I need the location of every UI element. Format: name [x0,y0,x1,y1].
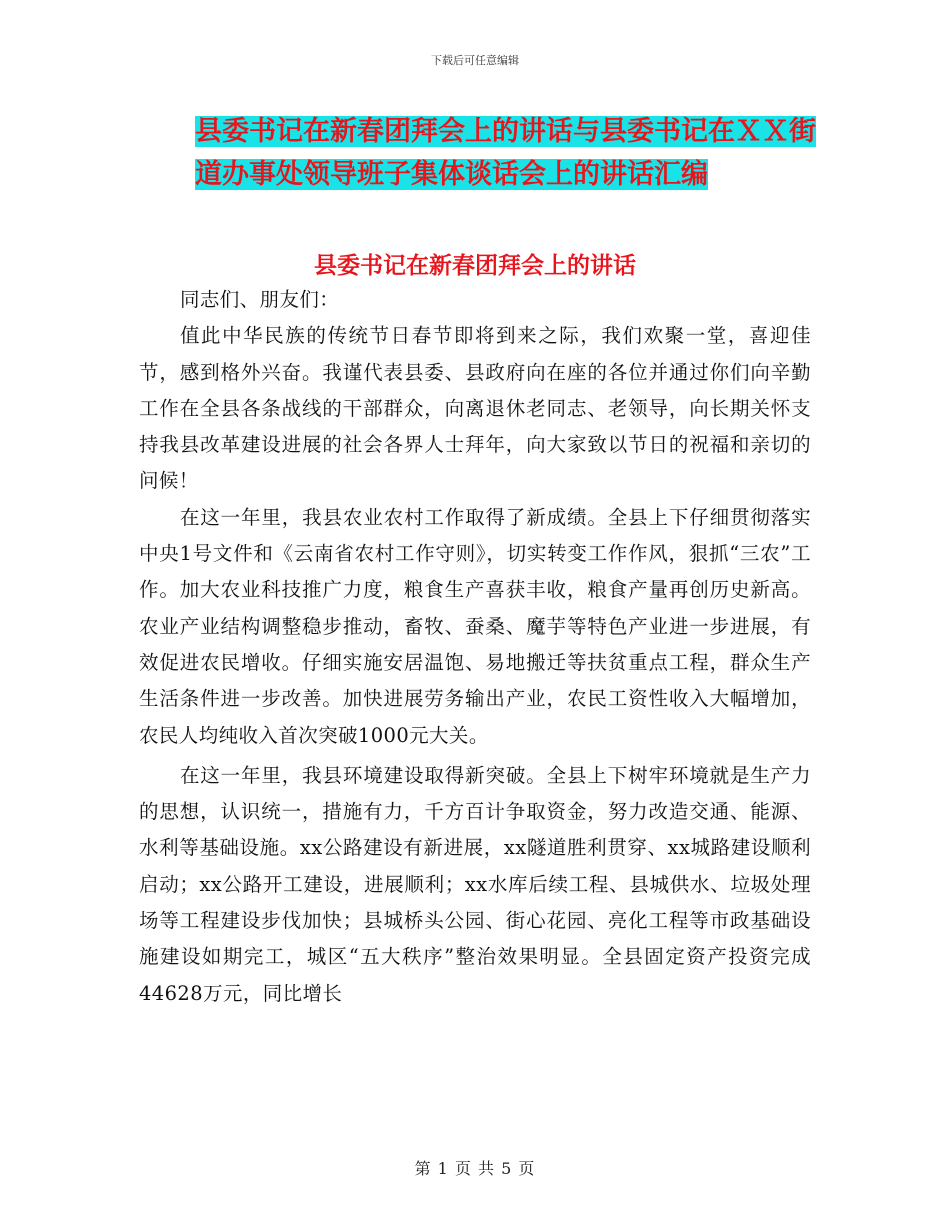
main-title-line1: 县委书记在新春团拜会上的讲话与县委书记在ＸＸ街 [195,116,816,147]
paragraph-greeting: 同志们、朋友们： [179,288,340,311]
paragraph: 在这一年里，我县环境建设取得新突破。全县上下树牢环境就是生产力的思想，认识统一，措施有力，千方百计争取资金，努力改造交通、能源、水利等基础设施。xx公路建设有新进展，xx隧道胜利贯穿、xx城路建设顺利启动；xx公路开工建设，进展顺利；xx水库后续工程、县城供水、垃圾处理场等工程建设步伐加快；县城桥头公园、街心花园、亮化工程等市政基础设施建设如期完工，城区“五大秩序”整治效果明显。全县固定资产投资完成44628万元，同比增长 [139,763,811,1005]
paragraph: 在这一年里，我县农业农村工作取得了新成绩。全县上下仔细贯彻落实中央1号文件和《云南省农村工作守则》，切实转变工作作风，狠抓“三农”工作。加大农业科技推广力度，粮食生产喜获丰收，粮食产量再创历史新高。农业产业结构调整稳步推动，畜牧、蚕桑、魔芋等特色产业进一步进展，有效促进农民增收。仔细实施安居温饱、易地搬迁等扶贫重点工程，群众生产生活条件进一步改善。加快进展劳务输出产业，农民工资性收入大幅增加，农民人均纯收入首次突破1000元大关。 [139,505,811,747]
sub-title: 县委书记在新春团拜会上的讲话 [314,252,636,279]
main-title [140,110,820,196]
main-title-line2: 道办事处领导班子集体谈话会上的讲话汇编 [195,159,708,190]
paragraph: 值此中华民族的传统节日春节即将到来之际，我们欢聚一堂，喜迎佳节，感到格外兴奋。我谨代表县委、县政府向在座的各位并通过你们向辛勤工作在全县各条战线的干部群众，向离退休老同志、老领导，向长期关怀支持我县改革建设进展的社会各界人士拜年，向大家致以节日的祝福和亲切的问候！ [139,324,811,493]
document-body [139,282,811,1012]
page-footer: 第 1 页 共 5 页 [414,1159,536,1178]
header-note: 下载后可任意编辑 [431,54,519,67]
